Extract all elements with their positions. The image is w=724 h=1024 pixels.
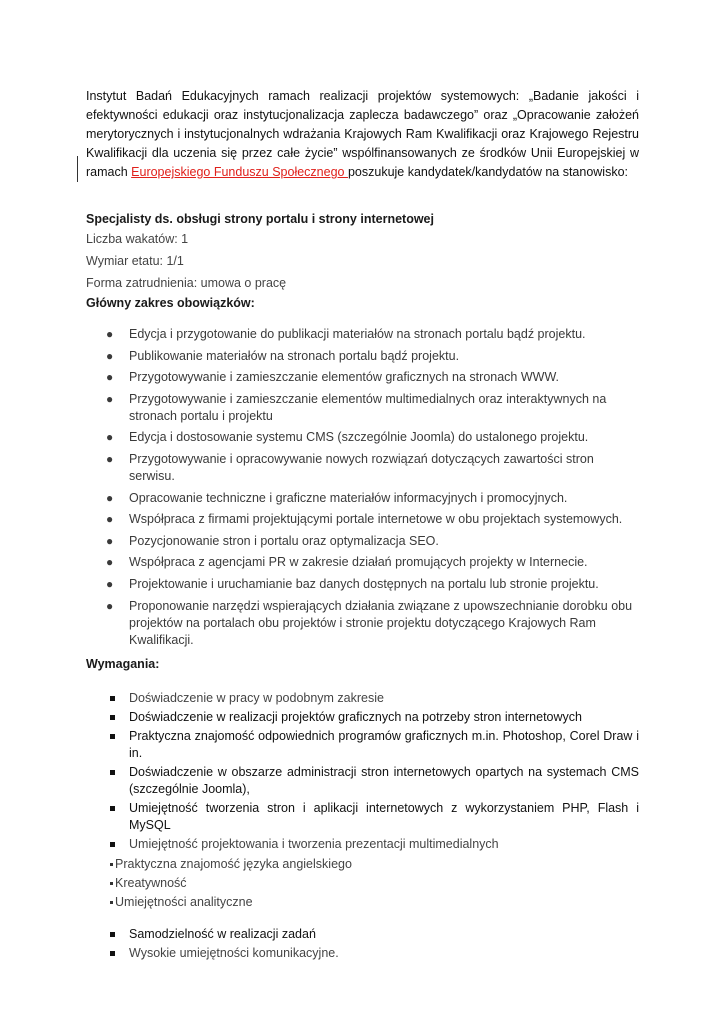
vacancies: Liczba wakatów: 1 bbox=[86, 232, 189, 246]
intro-text-end: poszukuje kandydatek/kandydatów na stanowisko: bbox=[347, 165, 629, 179]
list-item: ● Przygotowywanie i zamieszczanie elementów multimedialnych oraz interaktywnych na stronach portalu i projektu bbox=[106, 391, 607, 423]
list-item: Doświadczenie w pracy w podobnym zakresie bbox=[86, 690, 639, 707]
list-item: Umiejętności analityczne bbox=[86, 894, 639, 911]
square-bullet-icon bbox=[110, 770, 115, 775]
list-item: ● Współpraca z agencjami PR w zakresie działań promujących projekty w Internecie. bbox=[106, 555, 588, 570]
bullet-icon: ● bbox=[106, 555, 114, 570]
contract-type: Forma zatrudnienia: umowa o pracę bbox=[86, 276, 287, 290]
bullet-icon: ● bbox=[106, 348, 114, 363]
list-item: Kreatywność bbox=[86, 875, 639, 892]
list-item: Praktyczna znajomość odpowiednich programów graficznych m.in. Photoshop, Corel Draw i in. bbox=[86, 728, 639, 762]
document-page bbox=[86, 87, 639, 964]
square-bullet-icon bbox=[110, 932, 115, 937]
list-item: ● Pozycjonowanie stron i portalu oraz optymalizacja SEO. bbox=[106, 533, 439, 548]
square-bullet-icon bbox=[110, 863, 113, 866]
bullet-icon: ● bbox=[106, 512, 114, 527]
list-item: Doświadczenie w realizacji projektów graficznych na potrzeby stron internetowych bbox=[86, 709, 639, 726]
bullet-icon: ● bbox=[106, 327, 114, 341]
requirements-heading: Wymagania: bbox=[86, 656, 160, 671]
list-item: ● Projektowanie i uruchamianie baz danych dostępnych na portalu lub stronie projektu. bbox=[106, 576, 599, 591]
square-bullet-icon bbox=[110, 882, 113, 885]
intro-paragraph bbox=[86, 87, 639, 182]
list-item: ● Publikowanie materiałów na stronach portalu bądź projektu. bbox=[106, 348, 460, 363]
square-bullet-icon bbox=[110, 901, 113, 904]
square-bullet-icon bbox=[110, 715, 115, 720]
bullet-icon: ● bbox=[106, 451, 114, 466]
bullet-icon: ● bbox=[106, 391, 114, 406]
list-item: ● Edycja i przygotowanie do publikacji materiałów na stronach portalu bądź projektu. bbox=[106, 327, 586, 341]
list-item: Umiejętność tworzenia stron i aplikacji internetowych z wykorzystaniem PHP, Flash i MySQL bbox=[86, 800, 639, 834]
duties-list bbox=[86, 326, 639, 649]
bullet-icon: ● bbox=[106, 490, 114, 505]
intro-text: Instytut Badań Edukacyjnych ramach realizacji projektów systemowych: „Badanie jakości i efektywności edukacji oraz instytucjonalizacja zaplecza badawczego” oraz „Opracowanie założeń merytorycznych i instytucjonalnych wdrażania Krajowych Ram Kwalifikacji oraz Krajowego Rejestru Kwalifikacji dla uczenia się przez całe życie” wspólfinansowanych ze środków Unii Europejskiej w ramach bbox=[86, 89, 639, 179]
duties-heading: Główny zakres obowiązków: bbox=[86, 296, 255, 310]
list-item: ● Przygotowywanie i opracowywanie nowych rozwiązań dotyczących zawartości stron serwisu. bbox=[106, 451, 594, 483]
square-bullet-icon bbox=[110, 806, 115, 811]
list-item: ● Współpraca z firmami projektującymi portale internetowe w obu projektach systemowych. bbox=[106, 512, 623, 527]
efs-link[interactable]: Europejskiego Funduszu Społecznego bbox=[131, 165, 348, 179]
list-item: ● Edycja i dostosowanie systemu CMS (szczególnie Joomla) do ustalonego projektu. bbox=[106, 430, 589, 445]
bullet-icon: ● bbox=[106, 370, 114, 385]
list-item: ● Opracowanie techniczne i graficzne materiałów informacyjnych i promocyjnych. bbox=[106, 490, 568, 505]
list-item: ● Przygotowywanie i zamieszczanie elementów graficznych na stronach WWW. bbox=[106, 370, 560, 385]
bullet-icon: ● bbox=[106, 533, 114, 548]
job-title: Specjalisty ds. obsługi strony portalu i strony internetowej bbox=[86, 212, 434, 226]
list-item: ● Proponowanie narzędzi wspierających działania związane z upowszechnianie dorobku obu projektów na portalach obu projektów i stronie projektu dotyczącego Krajowych Ram Kwalifikacji. bbox=[106, 598, 633, 647]
square-bullet-icon bbox=[110, 951, 115, 956]
working-hours: Wymiar etatu: 1/1 bbox=[86, 254, 184, 268]
square-bullet-icon bbox=[110, 842, 115, 847]
bullet-icon: ● bbox=[106, 576, 114, 591]
list-item: Praktyczna znajomość języka angielskiego bbox=[86, 856, 639, 873]
list-item: Umiejętność projektowania i tworzenia prezentacji multimedialnych bbox=[86, 836, 639, 853]
list-item: Samodzielność w realizacji zadań bbox=[86, 926, 639, 943]
bullet-icon: ● bbox=[106, 430, 114, 445]
bullet-icon: ● bbox=[106, 598, 114, 613]
square-bullet-icon bbox=[110, 696, 115, 701]
square-bullet-icon bbox=[110, 734, 115, 739]
requirements-list bbox=[86, 690, 639, 963]
list-item: Doświadczenie w obszarze administracji stron internetowych opartych na systemach CMS (szczególnie Joomla), bbox=[86, 764, 639, 798]
list-item: Wysokie umiejętności komunikacyjne. bbox=[86, 945, 639, 962]
text-cursor bbox=[77, 156, 78, 182]
